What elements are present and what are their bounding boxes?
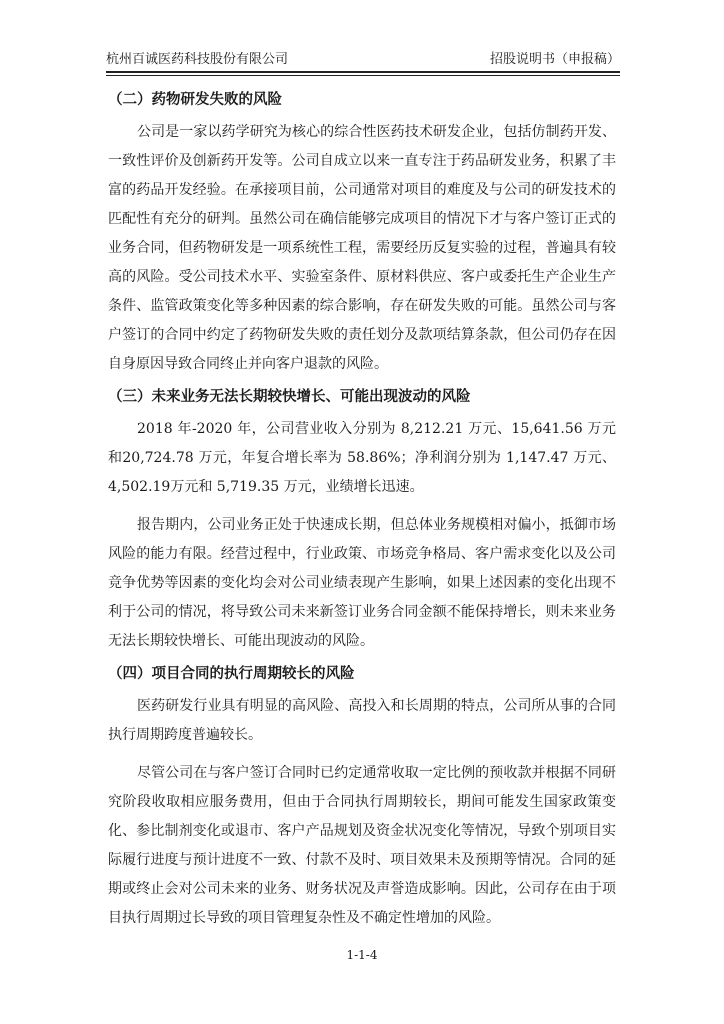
header-rule-thick: [106, 71, 620, 73]
paragraph: 医药研发行业具有明显的高风险、高投入和长周期的特点，公司所从事的合同执行周期跨度普遍较长。: [108, 698, 616, 743]
header-document-title: 招股说明书（申报稿）: [489, 52, 620, 67]
document-body: [108, 86, 616, 933]
header-rule-thin: [106, 75, 620, 76]
header-company-name: 杭州百诚医药科技股份有限公司: [106, 52, 289, 67]
paragraph: 尽管公司在与客户签订合同时已约定通常收取一定比例的预收款并根据不同研究阶段收取相应服务费用，但由于合同执行周期较长，期间可能发生国家政策变化、参比制剂变化或退市、客户产品规划及资金状况变化等情况，导致个别项目实际履行进度与预计进度不一致、付款不及时、项目效果未及预期等情况。合同的延期或终止会对公司未来的业务、财务状况及声誉造成影响。因此，公司存在由于项目执行周期过长导致的项目管理复杂性及不确定性增加的风险。: [108, 765, 616, 926]
section-contract-cycle-risk: [108, 660, 616, 933]
section-rd-failure-risk: [108, 86, 616, 379]
section-heading: （四）项目合同的执行周期较长的风险: [108, 666, 355, 682]
paragraph: 2018 年-2020 年，公司营业收入分别为 8,212.21 万元、15,641.56 万元和20,724.78 万元，年复合增长率为 58.86%；净利润分别为 1,147.47 万元、4,502.19万元和 5,719.35 万元，业绩增长迅速。: [108, 421, 616, 495]
paragraph: 报告期内，公司业务正处于快速成长期，但总体业务规模相对偏小，抵御市场风险的能力有限。经营过程中，行业政策、市场竞争格局、客户需求变化以及公司竞争优势等因素的变化均会对公司业绩表现产生影响，如果上述因素的变化出现不利于公司的情况，将导致公司未来新签订业务合同金额不能保持增长，则未来业务无法长期较快增长、可能出现波动的风险。: [108, 517, 616, 649]
paragraph: 公司是一家以药学研究为核心的综合性医药技术研发企业，包括仿制药开发、一致性评价及创新药开发等。公司自成立以来一直专注于药品研发业务，积累了丰富的药品开发经验。在承接项目前，公司通常对项目的难度及与公司的研发技术的匹配性有充分的研判。虽然公司在确信能够完成项目的情况下才与客户签订正式的业务合同，但药物研发是一项系统性工程，需要经历反复实验的过程，普遍具有较高的风险。受公司技术水平、实验室条件、原材料供应、客户或委托生产企业生产条件、监管政策变化等多种因素的综合影响，存在研发失败的可能。虽然公司与客户签订的合同中约定了药物研发失败的责任划分及款项结算条款，但公司仍存在因自身原因导致合同终止并向客户退款的风险。: [108, 124, 616, 372]
section-growth-volatility-risk: [108, 383, 616, 656]
section-heading: （二）药物研发失败的风险: [108, 92, 282, 108]
page-header: [106, 50, 620, 70]
page-number: 1-1-4: [346, 948, 378, 962]
section-heading: （三）未来业务无法长期较快增长、可能出现波动的风险: [108, 389, 471, 405]
